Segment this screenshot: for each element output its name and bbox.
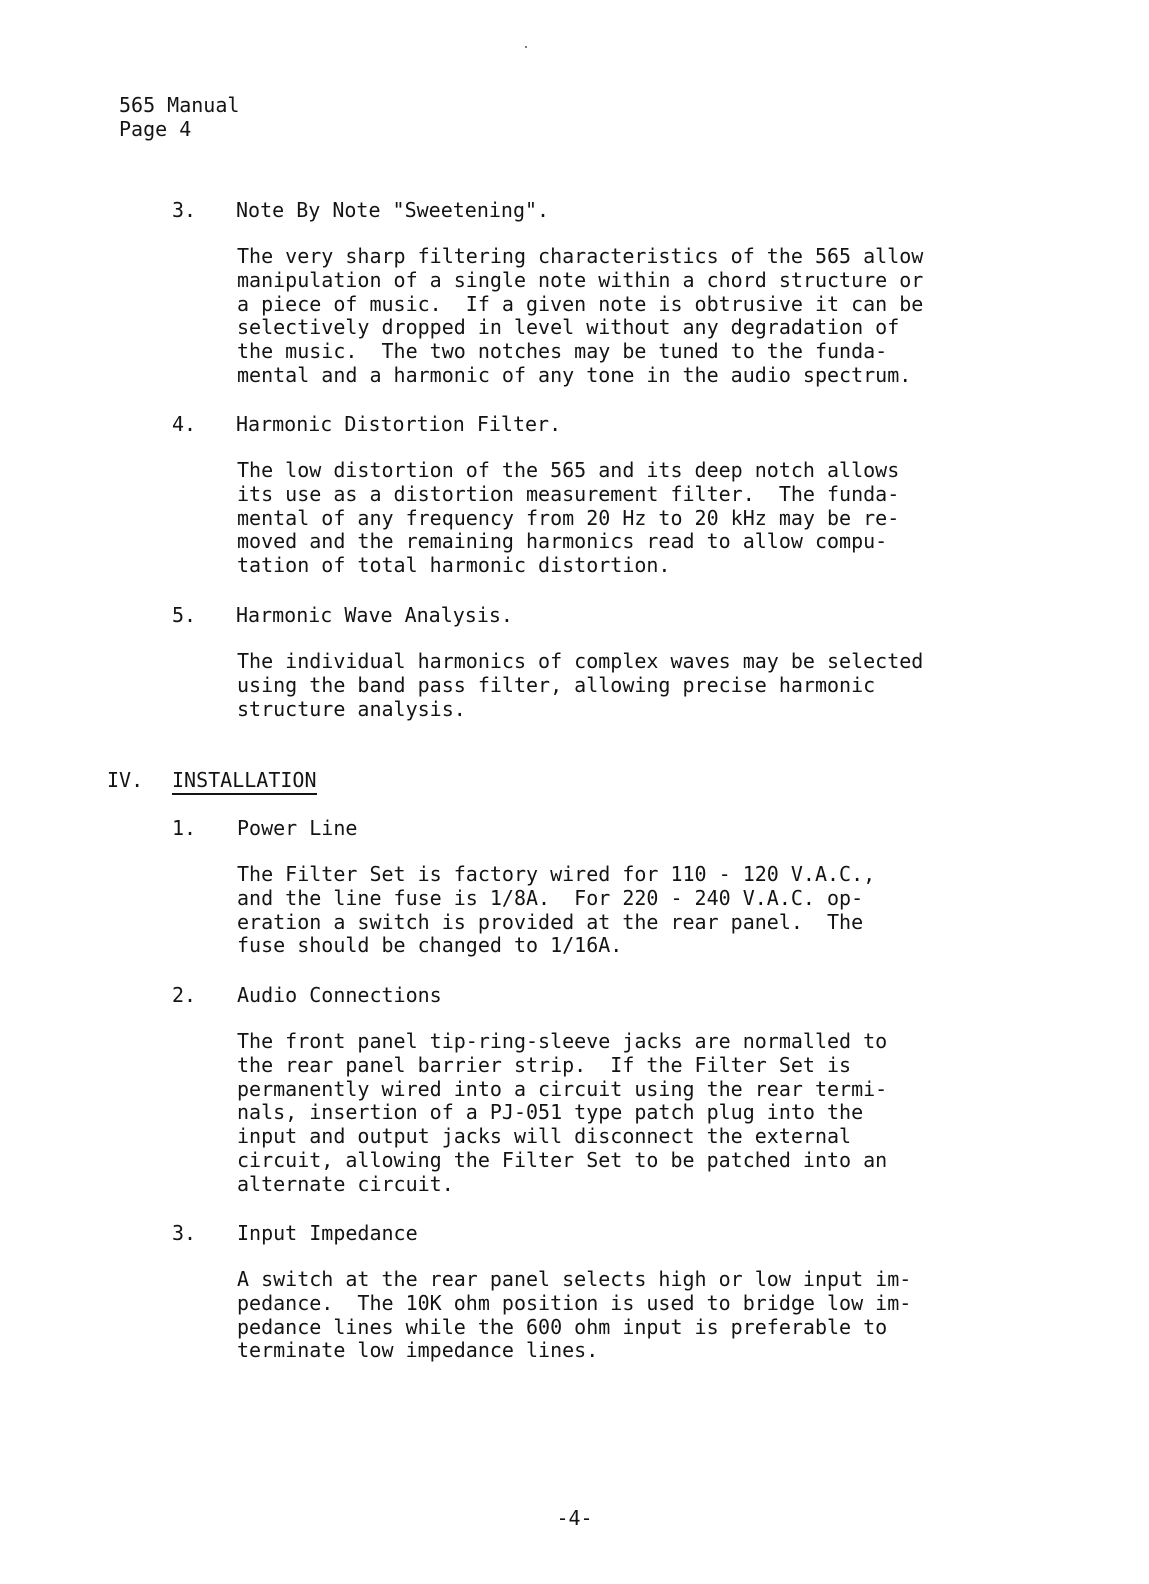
page-footer-number: -4- <box>556 1506 593 1530</box>
item-title: Harmonic Wave Analysis. <box>236 603 513 627</box>
text-line: eration a switch is provided at the rear panel. The <box>237 909 864 934</box>
item-title: Power Line <box>237 816 358 840</box>
text-line: pedance. The 10K ohm position is used to bridge low im- <box>237 1290 912 1315</box>
section-number: IV. <box>107 768 144 792</box>
text-line: circuit, allowing the Filter Set to be patched into an <box>237 1147 888 1172</box>
item-number: 3. <box>172 1221 197 1245</box>
item-number: 5. <box>172 603 197 627</box>
text-line: permanently wired into a circuit using the rear termi- <box>237 1076 888 1101</box>
text-line: structure analysis. <box>237 696 466 721</box>
text-line: using the band pass filter, allowing precise harmonic <box>237 672 876 697</box>
text-line: and the line fuse is 1/8A. For 220 - 240 V.A.C. op- <box>237 885 864 910</box>
text-line: tation of total harmonic distortion. <box>237 553 671 578</box>
item-title: Harmonic Distortion Filter. <box>236 412 562 436</box>
page-header <box>119 93 239 141</box>
text-line: The Filter Set is factory wired for 110 - 120 V.A.C., <box>237 862 876 886</box>
item-number: 1. <box>172 816 197 840</box>
item-title: Audio Connections <box>237 983 442 1007</box>
text-line: The very sharp filtering characteristics of the 565 allow <box>237 244 924 268</box>
text-line: terminate low impedance lines. <box>237 1338 599 1363</box>
section-heading: INSTALLATION <box>172 768 317 795</box>
text-line: the music. The two notches may be tuned to the funda- <box>237 339 888 364</box>
item-body <box>237 1030 997 1197</box>
text-line: input and output jacks will disconnect the external <box>237 1124 852 1149</box>
item-body <box>237 245 997 388</box>
item-number: 2. <box>172 983 197 1007</box>
text-line: the rear panel barrier strip. If the Filter Set is <box>237 1052 852 1077</box>
text-line: The low distortion of the 565 and its deep notch allows <box>237 458 900 482</box>
item-body <box>237 650 997 721</box>
item-number: 3. <box>172 198 197 222</box>
item-number: 4. <box>172 412 197 436</box>
text-line: selectively dropped in level without any degradation of <box>237 315 900 340</box>
text-line: manipulation of a single note within a chord structure or <box>237 267 924 292</box>
text-line: mental and a harmonic of any tone in the audio spectrum. <box>237 362 912 387</box>
text-line: A switch at the rear panel selects high or low input im- <box>237 1267 912 1291</box>
text-line: fuse should be changed to 1/16A. <box>237 933 623 958</box>
text-line: alternate circuit. <box>237 1171 454 1196</box>
item-title: Note By Note "Sweetening". <box>236 198 550 222</box>
text-line: pedance lines while the 600 ohm input is preferable to <box>237 1314 888 1339</box>
text-line: mental of any frequency from 20 Hz to 20 kHz may be re- <box>237 505 900 530</box>
text-line: The front panel tip-ring-sleeve jacks are normalled to <box>237 1029 888 1053</box>
item-title: Input Impedance <box>237 1221 418 1245</box>
text-line: The individual harmonics of complex waves may be selected <box>237 649 924 673</box>
item-body <box>237 459 997 578</box>
text-line: nals, insertion of a PJ-051 type patch plug into the <box>237 1100 864 1125</box>
item-body <box>237 1268 997 1363</box>
item-body <box>237 863 997 958</box>
page-label: Page 4 <box>119 117 192 141</box>
text-line: its use as a distortion measurement filter. The funda- <box>237 481 900 506</box>
text-line: a piece of music. If a given note is obtrusive it can be <box>237 291 924 316</box>
manual-title: 565 Manual <box>119 93 240 117</box>
text-line: moved and the remaining harmonics read to allow compu- <box>237 529 888 554</box>
scan-speck <box>525 46 527 48</box>
